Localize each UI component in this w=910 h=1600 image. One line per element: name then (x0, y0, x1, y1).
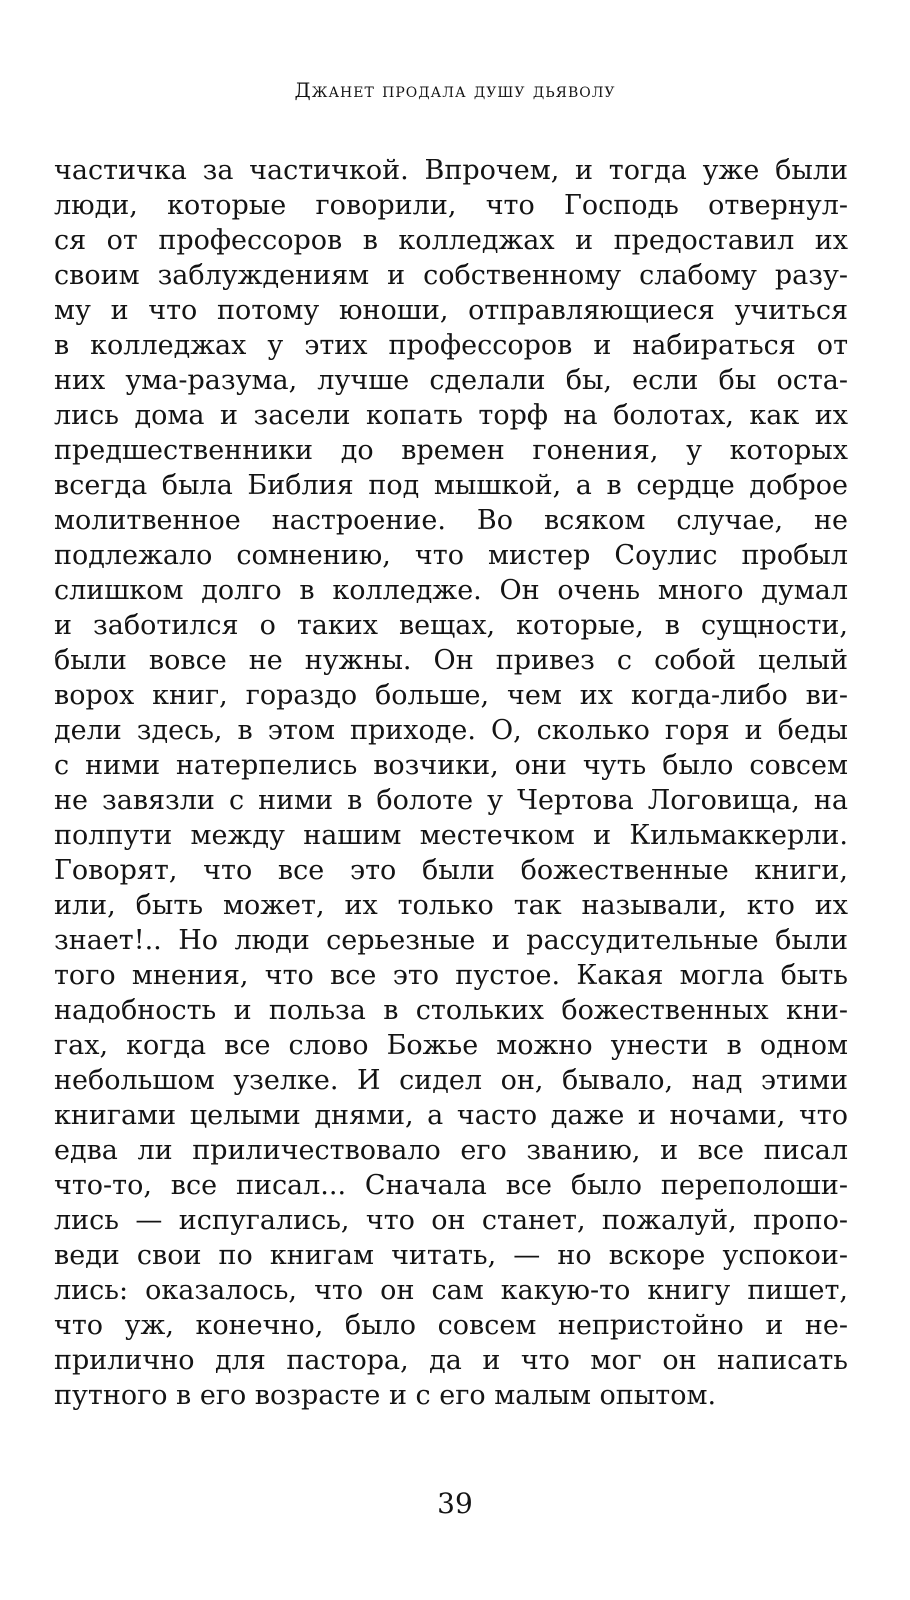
text-line: гах, когда все слово Божье можно унести в одном (54, 1030, 848, 1061)
text-line: веди свои по книгам читать, — но вскоре успокои- (54, 1240, 848, 1271)
running-head: Джанет продала душу дьяволу (294, 78, 616, 102)
text-line: лись дома и засели копать торф на болотах, как их (54, 400, 848, 431)
text-line: подлежало сомнению, что мистер Соулис пробыл (54, 540, 848, 571)
text-line: небольшом узелке. И сидел он, бывало, над этими (54, 1065, 848, 1096)
text-line-last: путного в его возрасте и с его малым опытом. (54, 1380, 717, 1411)
text-line: книгами целыми днями, а часто даже и ночами, что (54, 1100, 848, 1131)
text-line: частичка за частичкой. Впрочем, и тогда уже были (54, 155, 848, 186)
text-line: с ними натерпелись возчики, они чуть было совсем (54, 750, 848, 781)
text-line: дели здесь, в этом приходе. О, сколько горя и беды (54, 715, 848, 746)
text-line: предшественники до времен гонения, у которых (54, 435, 848, 466)
text-line: своим заблуждениям и собственному слабому разу- (54, 260, 848, 291)
text-line: Говорят, что все это были божественные книги, (54, 855, 848, 886)
text-line: ворох книг, гораздо больше, чем их когда-либо ви- (54, 680, 848, 711)
text-line: были вовсе не нужны. Он привез с собой целый (54, 645, 848, 676)
text-line: прилично для пастора, да и что мог он написать (54, 1345, 848, 1376)
text-line: люди, которые говорили, что Господь отвернул- (54, 190, 848, 221)
text-line: му и что потому юноши, отправляющиеся учиться (54, 295, 848, 326)
text-line: лись: оказалось, что он сам какую-то книгу пишет, (54, 1275, 848, 1306)
text-line: полпути между нашим местечком и Кильмаккерли. (54, 820, 848, 851)
text-line: и заботился о таких вещах, которые, в сущности, (54, 610, 848, 641)
text-line: не завязли с ними в болоте у Чертова Логовища, на (54, 785, 848, 816)
text-line: что уж, конечно, было совсем непристойно и не- (54, 1310, 848, 1341)
body-text (54, 153, 848, 1413)
text-line: молитвенное настроение. Во всяком случае, не (54, 505, 848, 536)
text-line: что-то, все писал... Сначала все было переполоши- (54, 1170, 848, 1201)
text-line: них ума-разума, лучше сделали бы, если бы оста- (54, 365, 848, 396)
page-number: 39 (437, 1487, 473, 1520)
text-line: или, быть может, их только так называли, кто их (54, 890, 848, 921)
text-line: надобность и польза в стольких божественных кни- (54, 995, 848, 1026)
text-line: едва ли приличествовало его званию, и все писал (54, 1135, 848, 1166)
text-line: ся от профессоров в колледжах и предоставил их (54, 225, 848, 256)
text-line: в колледжах у этих профессоров и набираться от (54, 330, 848, 361)
text-line: знает!.. Но люди серьезные и рассудительные были (54, 925, 848, 956)
text-line: слишком долго в колледже. Он очень много думал (54, 575, 848, 606)
text-line: всегда была Библия под мышкой, а в сердце доброе (54, 470, 848, 501)
text-line: лись — испугались, что он станет, пожалуй, пропо- (54, 1205, 848, 1236)
text-line: того мнения, что все это пустое. Какая могла быть (54, 960, 848, 991)
